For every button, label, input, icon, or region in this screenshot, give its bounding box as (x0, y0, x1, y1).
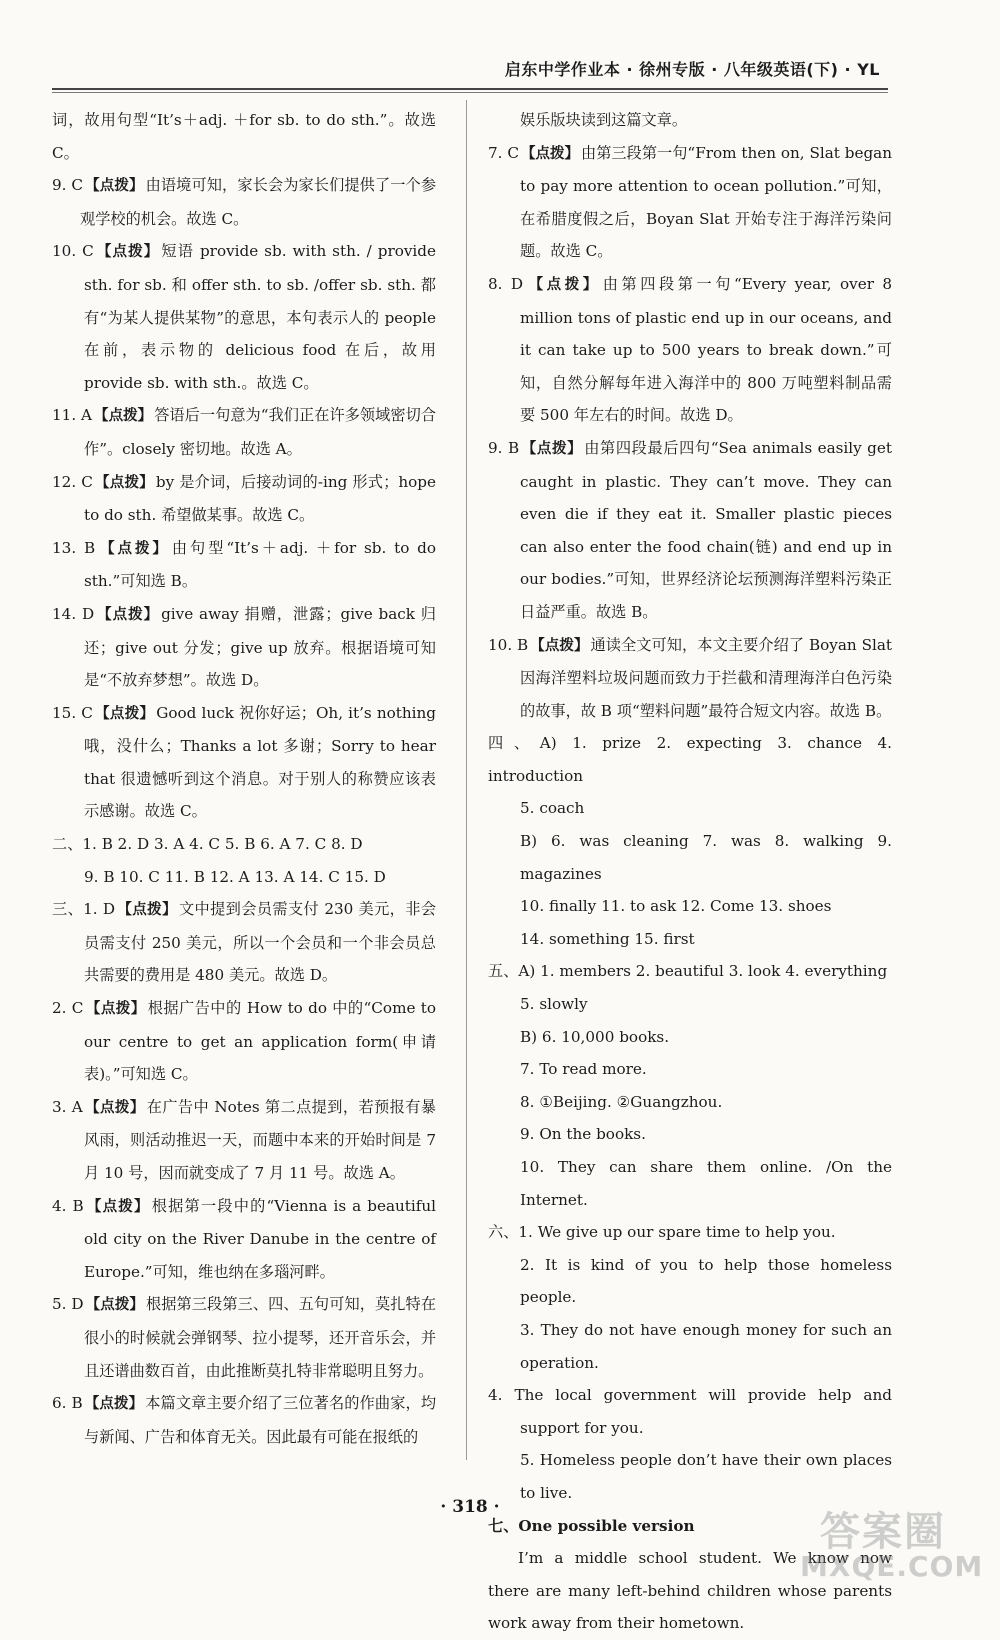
answer-text: 由语境可知，家长会为家长们提供了一个参观学校的机会。故选 C。 (80, 176, 437, 228)
answer-number: 10. C (52, 242, 94, 261)
answer-entry (52, 235, 436, 399)
page-number: · 318 · (440, 1497, 500, 1517)
answer-text: B) 6. 10,000 books. (520, 1027, 670, 1046)
answer-entry (52, 992, 436, 1091)
answer-text: 10. finally 11. to ask 12. Come 13. shoes (520, 897, 832, 916)
answer-entry (488, 988, 892, 1021)
watermark-url: MXQE.COM (800, 1550, 984, 1583)
answer-text: 9. B 10. C 11. B 12. A 13. A 14. C 15. D (84, 867, 386, 886)
answer-entry (488, 1021, 892, 1054)
answer-entry (52, 1091, 436, 1190)
answer-entry (52, 1190, 436, 1289)
answer-text: 五、A) 1. members 2. beautiful 3. look 4. everything (488, 962, 888, 981)
hint-tag: 【点拨】 (117, 902, 177, 919)
answer-entry (488, 1151, 892, 1216)
answer-entry (488, 923, 892, 956)
answer-entry (52, 399, 436, 465)
answer-text: 由第三段第一句“From then on, Slat began to pay more attention to ocean pollution.”可知，在希腊度假之后，Boyan Slat 开始专注于海洋污染问题。故选 C。 (520, 143, 892, 261)
answer-entry (488, 1053, 892, 1086)
answer-number: 15. C (52, 703, 93, 722)
answer-number: 9. C (52, 176, 84, 195)
answer-entry (52, 104, 436, 169)
answer-text: 由第四段第一句“Every year, over 8 million tons of plastic end up in our oceans, and it can take up to 500 years to break down.”可知，自然分解每年进入海洋中的 800 万吨塑料制品需要 500 年左右的时间。故选 D。 (520, 274, 893, 425)
answer-entry (488, 1118, 892, 1151)
answer-entry (488, 629, 892, 728)
answer-entry (488, 890, 892, 923)
hint-tag: 【点拨】 (84, 1099, 145, 1116)
answer-entry (488, 1216, 892, 1249)
answer-text: 根据第一段中的“Vienna is a beautiful old city on the River Danube in the centre of Europe.”可知，维也纳在多瑙河畔。 (84, 1196, 437, 1281)
answer-number: 14. D (52, 604, 95, 623)
left-column (52, 104, 436, 1453)
answer-number: 3. A (52, 1097, 83, 1116)
answer-text: 六、1. We give up our spare time to help you. (488, 1223, 836, 1242)
answer-entry (488, 1379, 892, 1444)
answer-entry (52, 893, 436, 992)
hint-tag: 【点拨】 (94, 408, 153, 425)
answer-text: 5. Homeless people don’t have their own places to live. (520, 1451, 892, 1502)
answer-text: 根据广告中的 How to do 中的“Come to our centre to get an application form(申请表)。”可知选 C。 (84, 999, 436, 1084)
answer-text: 由句型“It’s＋adj. ＋for sb. to do sth.”可知选 B。 (84, 538, 437, 591)
right-column (488, 104, 892, 1640)
hint-tag: 【点拨】 (85, 178, 144, 195)
answer-text: 4. The local government will provide help and support for you. (488, 1386, 892, 1437)
hint-tag: 【点拨】 (97, 540, 170, 557)
answer-entry (488, 432, 892, 629)
answer-entry (52, 861, 436, 894)
answer-text: 通读全文可知，本文主要介绍了 Boyan Slat 因海洋塑料垃圾问题而致力于拦截和清理海洋白色污染的故事，故 B 项“塑料问题”最符合短文内容。故选 B。 (520, 635, 893, 720)
answer-text: 答语后一句意为“我们正在许多领域密切合作”。closely 密切地。故选 A。 (84, 406, 437, 458)
hint-tag: 【点拨】 (94, 474, 154, 491)
answer-number: 13. B (52, 538, 96, 557)
answer-text: 二、1. B 2. D 3. A 4. C 5. B 6. A 7. C 8. D (52, 835, 363, 854)
header-rule (52, 88, 888, 90)
answer-entry (52, 598, 436, 697)
answer-entry (488, 1086, 892, 1119)
answer-entry (488, 137, 892, 268)
answer-number: 10. B (488, 635, 529, 654)
answer-number: 4. B (52, 1196, 84, 1215)
answer-text: by 是介词，后接动词的-ing 形式；hope to do sth. 希望做某事。故选 C。 (84, 472, 437, 525)
answer-text: 短语 provide sb. with sth. / provide sth. for sb. 和 offer sth. to sb. /offer sb. sth. 都有“为某人提供某物”的意思，本句表示人的 people 在前，表示物的 delicious food 在后，故用 provide sb. with sth.。故选 C。 (84, 242, 436, 392)
answer-number: 9. B (488, 438, 520, 457)
answer-text: 词，故用句型“It’s＋adj. ＋for sb. to do sth.”。故选 C。 (52, 111, 436, 162)
hint-tag: 【点拨】 (96, 606, 160, 623)
answer-entry (52, 532, 436, 598)
answer-entry (488, 1314, 892, 1379)
answer-text: 本篇文章主要介绍了三位著名的作曲家，均与新闻、广告和体育无关。因此最有可能在报纸的 (84, 1394, 437, 1446)
answer-number: 三、1. D (52, 900, 116, 919)
answer-text: give away 捐赠，泄露；give back 归还；give out 分发；give up 放弃。根据语境可知是“不放弃梦想”。故选 D。 (84, 604, 436, 690)
hint-tag: 【点拨】 (85, 1297, 144, 1314)
answer-text: 5. coach (520, 799, 585, 818)
answer-number: 8. D (488, 274, 524, 293)
answer-text: 娱乐版块读到这篇文章。 (520, 111, 688, 129)
answer-entry (488, 955, 892, 988)
hint-tag: 【点拨】 (85, 1198, 150, 1215)
answer-entry (52, 1288, 436, 1387)
column-divider (466, 100, 467, 1460)
answer-text: Good luck 祝你好运；Oh, it’s nothing 哦，没什么；Thanks a lot 多谢；Sorry to hear that 很遗憾听到这个消息。对于别人的称赞应该表示感谢。故选 C。 (84, 703, 436, 821)
watermark-logo (800, 1500, 984, 1590)
answer-entry (488, 104, 892, 137)
answer-text: 由第四段最后四句“Sea animals easily get caught in plastic. They can’t move. They can even die if they eat it. Smaller plastic pieces can also enter the food chain(链) and end up in our bodies.”可知，世界经济论坛预测海洋塑料污染正日益严重。故选 B。 (520, 438, 892, 621)
answer-entry (488, 825, 892, 890)
answer-entry (488, 727, 892, 792)
answer-text: 10. They can share them online. /On the Internet. (520, 1158, 892, 1209)
header-rule-thin (52, 92, 888, 93)
answer-text: 14. something 15. first (520, 929, 695, 948)
answer-text: I’m a middle school student. We know now there are many left-behind children whose parents work away from their hometown. (488, 1549, 892, 1633)
answer-entry (52, 828, 436, 861)
hint-tag: 【点拨】 (94, 705, 155, 722)
answer-entry (52, 466, 436, 532)
answer-text: 9. On the books. (520, 1125, 646, 1144)
answer-text: 3. They do not have enough money for such an operation. (520, 1320, 892, 1372)
running-header: 启东中学作业本 · 徐州专版 · 八年级英语(下) · YL (504, 60, 880, 79)
answer-entry (52, 1387, 436, 1453)
answer-number: 6. B (52, 1394, 83, 1413)
answer-text: 四、A) 1. prize 2. expecting 3. chance 4. introduction (488, 734, 892, 785)
hint-tag: 【点拨】 (84, 1396, 144, 1413)
hint-tag: 【点拨】 (95, 244, 160, 261)
hint-tag: 【点拨】 (520, 145, 580, 162)
answer-text: 8. ①Beijing. ②Guangzhou. (520, 1092, 723, 1111)
answer-number: 7. C (488, 143, 519, 162)
answer-text: B) 6. was cleaning 7. was 8. walking 9. magazines (520, 832, 892, 883)
answer-text: 七、One possible version (488, 1516, 695, 1535)
watermark-text: 答案圈 (820, 1509, 946, 1555)
answer-entry (488, 1249, 892, 1314)
answer-entry (488, 792, 892, 825)
answer-number: 2. C (52, 999, 84, 1018)
hint-tag: 【点拨】 (521, 440, 583, 457)
answer-entry (52, 169, 436, 235)
hint-tag: 【点拨】 (530, 637, 589, 654)
hint-tag: 【点拨】 (525, 276, 601, 293)
hint-tag: 【点拨】 (85, 1001, 146, 1018)
answer-entry (488, 268, 892, 432)
answer-number: 12. C (52, 472, 93, 491)
answer-text: 7. To read more. (520, 1060, 647, 1079)
answer-text: 5. slowly (520, 995, 588, 1014)
answer-entry (52, 697, 436, 828)
answer-text: 在广告中 Notes 第二点提到，若预报有暴风雨，则活动推迟一天，而题中本来的开始时间是 7 月 10 号，因而就变成了 7 月 11 号。故选 A。 (84, 1097, 436, 1182)
answer-text: 文中提到会员需支付 230 美元，非会员需支付 250 美元，所以一个会员和一个非会员总共需要的费用是 480 美元。故选 D。 (84, 900, 437, 985)
answer-number: 5. D (52, 1295, 84, 1314)
answer-text: 根据第三段第三、四、五句可知，莫扎特在很小的时候就会弹钢琴、拉小提琴，还开音乐会，并且还谱曲数百首，由此推断莫扎特非常聪明且努力。 (84, 1295, 437, 1380)
answer-text: 2. It is kind of you to help those homeless people. (520, 1255, 892, 1307)
answer-number: 11. A (52, 406, 92, 425)
